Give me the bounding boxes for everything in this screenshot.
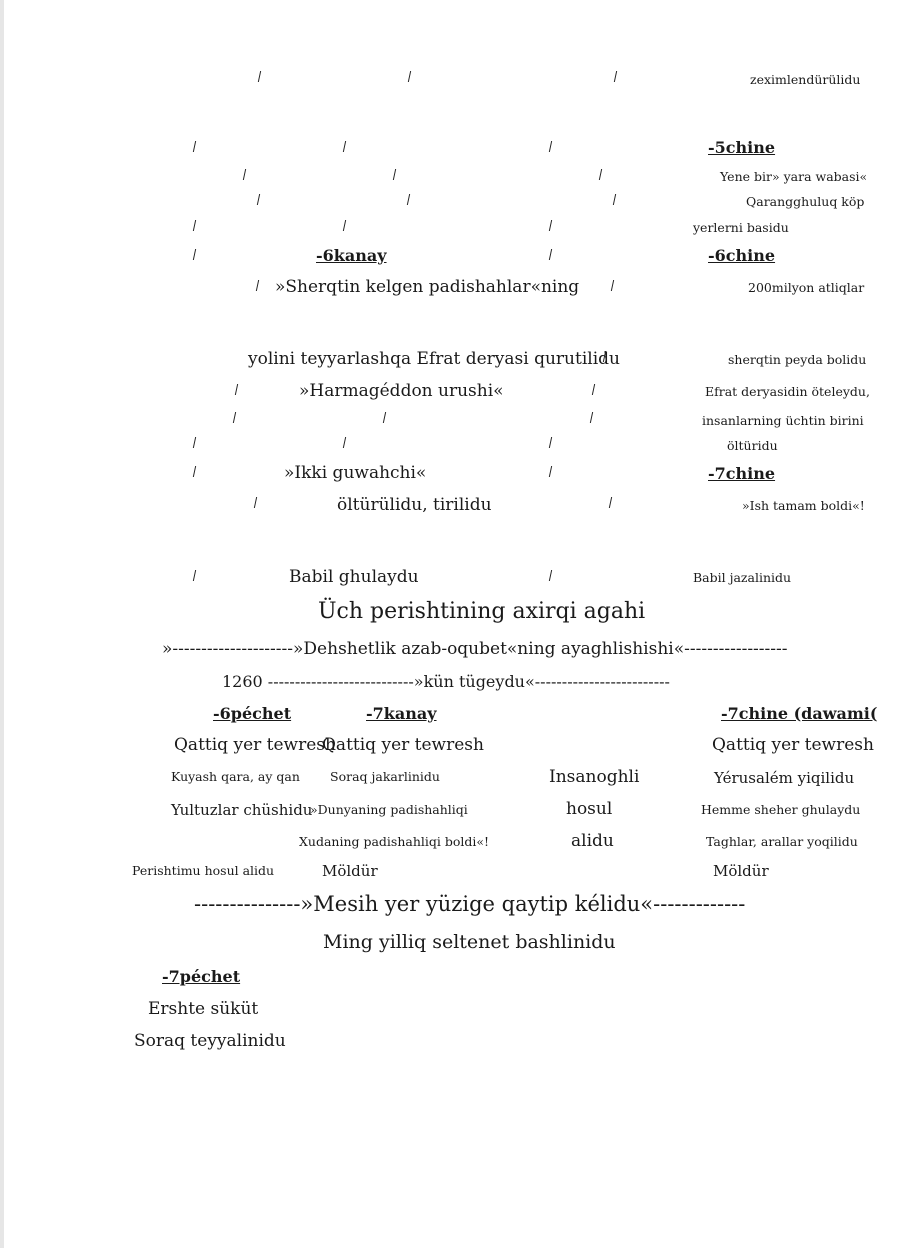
heading-6kanay: -6kanay xyxy=(316,246,387,265)
col4-line1: Qattiq yer tewresh xyxy=(712,735,874,755)
tick-mark xyxy=(549,220,552,231)
col2-line4: Xudaning padishahliqi boldi«! xyxy=(299,834,490,849)
page-edge xyxy=(0,0,4,1248)
tick-mark xyxy=(407,194,410,205)
tick-mark xyxy=(193,249,196,260)
text-ershte-sukut: Ershte süküt xyxy=(148,999,259,1019)
tick-mark xyxy=(235,384,238,395)
heading-5chine: -5chine xyxy=(708,138,776,157)
text-200milyon: 200milyon atliqlar xyxy=(748,280,865,295)
tick-mark xyxy=(258,71,261,82)
col1-line4: Perishtimu hosul alidu xyxy=(132,863,275,878)
tick-mark xyxy=(549,466,552,477)
tick-mark xyxy=(408,71,411,82)
heading-7chine-dawami: -7chine (dawami( xyxy=(721,704,878,723)
text-yerlerni: yerlerni basidu xyxy=(693,220,789,235)
tick-mark xyxy=(613,194,616,205)
heading-7pechet: -7péchet xyxy=(162,967,241,986)
text-zeximlendurulidu: zeximlendürülidu xyxy=(750,72,861,87)
text-sherqtin-kelgen: »Sherqtin kelgen padishahlar«ning xyxy=(275,277,580,297)
tick-mark xyxy=(614,71,617,82)
col3-line1: Insanoghli xyxy=(549,767,640,787)
col4-line2: Yérusalém yiqilidu xyxy=(714,769,855,787)
col3-line2: hosul xyxy=(566,799,613,819)
col2-line5: Möldür xyxy=(322,862,378,880)
col2-line1: Qattiq yer tewresh xyxy=(322,735,484,755)
text-efrat-oteleydu: Efrat deryasidin öteleydu, xyxy=(705,384,870,399)
tick-mark xyxy=(257,194,260,205)
tick-mark xyxy=(343,141,346,152)
tick-mark xyxy=(383,412,386,423)
text-yene-bir: Yene bir» yara wabasi« xyxy=(720,169,868,184)
text-efrat-qurutilidu: yolini teyyarlashqa Efrat deryasi qurutilidu xyxy=(248,349,620,369)
col1-line3: Yultuzlar chüshidu xyxy=(171,801,313,819)
ming-yilliq: Ming yilliq seltenet bashlinidu xyxy=(323,931,616,953)
tick-mark xyxy=(549,570,552,581)
heading-6pechet: -6péchet xyxy=(213,704,292,723)
tick-mark xyxy=(609,497,612,508)
tick-mark xyxy=(193,141,196,152)
mesih-banner: ---------------»Mesih yer yüzige qaytip kélidu«------------- xyxy=(194,892,746,916)
text-olturulidu-tirilidu: öltürülidu, tirilidu xyxy=(337,495,492,515)
tick-mark xyxy=(193,570,196,581)
section-title: Üch perishtining axirqi agahi xyxy=(318,599,646,624)
tick-mark xyxy=(343,437,346,448)
tick-mark xyxy=(256,280,259,291)
tick-mark xyxy=(599,169,602,180)
kun-banner: 1260 ---------------------------»kün tügeydu«------------------------- xyxy=(222,672,670,691)
heading-7kanay: -7kanay xyxy=(366,704,437,723)
text-harmageddon: »Harmagéddon urushi« xyxy=(299,381,504,401)
text-olturidu: öltüridu xyxy=(727,438,778,453)
col4-line5: Möldür xyxy=(713,862,769,880)
col4-line4: Taghlar, arallar yoqilidu xyxy=(706,834,858,849)
tick-mark xyxy=(590,412,593,423)
text-ish-tamam: »Ish tamam boldi«! xyxy=(742,498,865,513)
col3-line3: alidu xyxy=(571,831,614,851)
tick-mark xyxy=(193,437,196,448)
tick-mark xyxy=(549,437,552,448)
heading-7chine: -7chine xyxy=(708,464,776,483)
text-qarangghuluq: Qarangghuluq köp xyxy=(746,194,865,209)
text-insanlarning: insanlarning üchtin birini xyxy=(702,413,864,428)
tick-mark xyxy=(611,280,614,291)
col4-line3: Hemme sheher ghulaydu xyxy=(701,802,861,817)
text-ikki-guwahchi: »Ikki guwahchi« xyxy=(284,463,427,483)
tick-mark xyxy=(592,384,595,395)
col1-line2: Kuyash qara, ay qan xyxy=(171,769,300,784)
text-sherqtin-peyda: sherqtin peyda bolidu xyxy=(728,352,867,367)
heading-6chine: -6chine xyxy=(708,246,776,265)
azab-banner: »---------------------»Dehshetlik azab-oqubet«ning ayaghlishishi«------------------ xyxy=(162,639,788,659)
col2-line2: Soraq jakarlinidu xyxy=(330,769,440,784)
tick-mark xyxy=(233,412,236,423)
tick-mark xyxy=(193,466,196,477)
tick-mark xyxy=(393,169,396,180)
tick-mark xyxy=(549,141,552,152)
col2-line3: »Dunyaning padishahliqi xyxy=(310,802,468,817)
text-babil-jazalinidu: Babil jazalinidu xyxy=(693,570,792,585)
tick-mark xyxy=(193,220,196,231)
tick-mark xyxy=(243,169,246,180)
text-babil-ghulaydu: Babil ghulaydu xyxy=(289,567,419,587)
tick-mark xyxy=(549,249,552,260)
col1-line1: Qattiq yer tewresh xyxy=(174,735,336,755)
tick-mark xyxy=(254,497,257,508)
text-soraq-teyyalinidu: Soraq teyyalinidu xyxy=(134,1031,286,1051)
tick-mark xyxy=(343,220,346,231)
